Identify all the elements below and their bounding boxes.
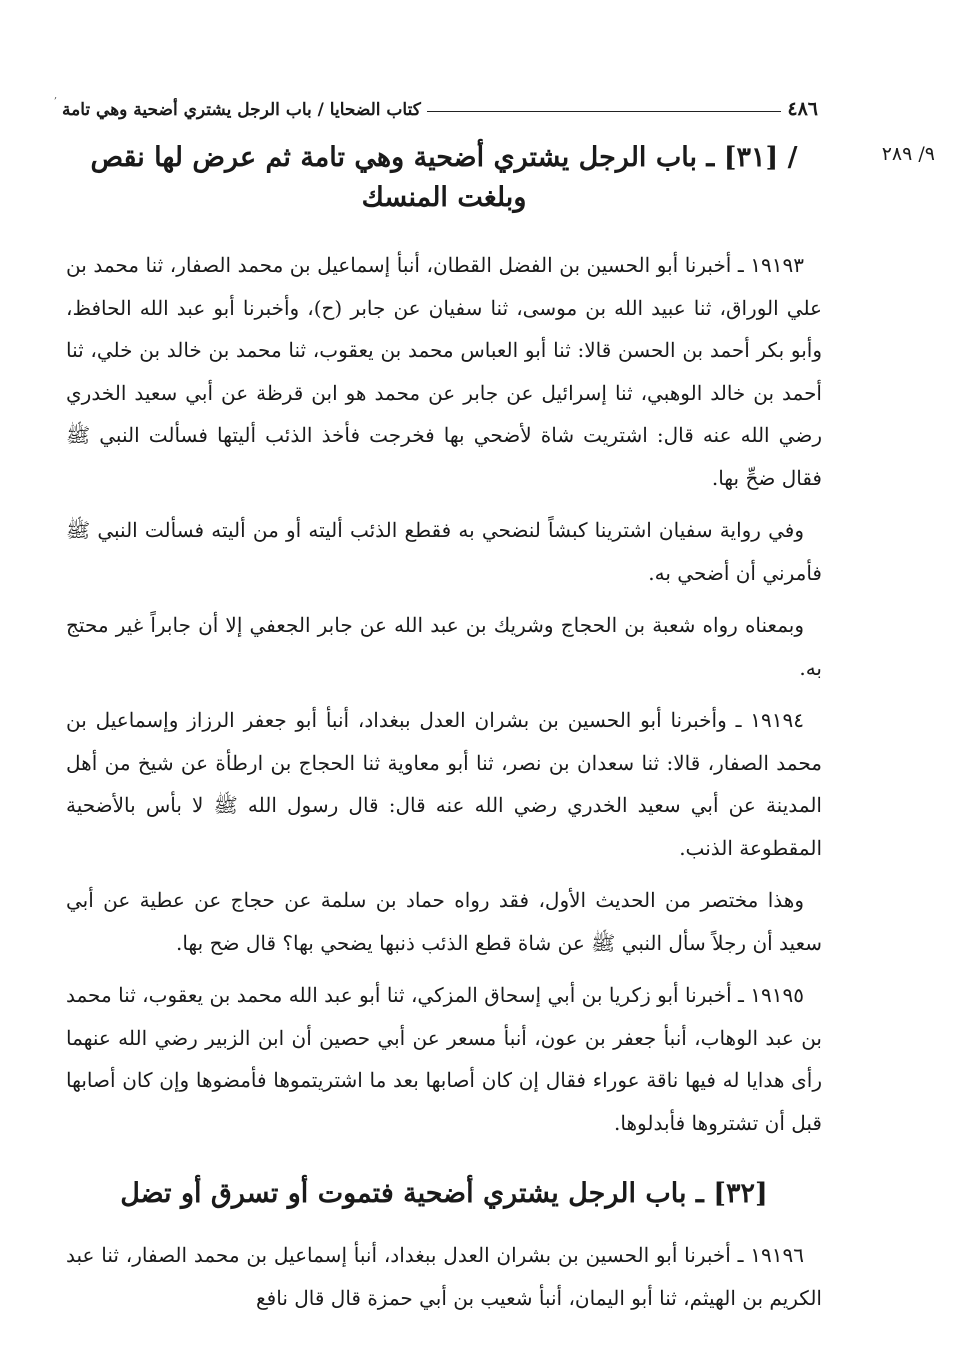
hadith-19196: ١٩١٩٦ ـ أخبرنا أبو الحسين بن بشران العدل ببغداد، أنبأ إسماعيل بن محمد الصفار، ثنا عبد الكريم بن الهيثم، ثنا أبو اليمان، أنبأ شعيب بن أبي حمزة قال قال نافع xyxy=(66,1243,822,1310)
corner-mark: , xyxy=(54,90,58,101)
hadith-19195: ١٩١٩٥ ـ أخبرنا أبو زكريا بن أبي إسحاق المزكي، ثنا أبو عبد الله محمد بن يعقوب، ثنا محمد بن عبد الوهاب، أنبأ جعفر بن عون، أنبأ مسعر عن أبي حصين أن ابن الزبير رضي الله عنهما رأى هدايا له فيها ناقة عوراء فقال إن كان أصابها بعد ما اشتريتموها فأمضوها وإن كان أصابها قبل أن تشتروها فأبدلوها. xyxy=(66,983,822,1135)
page-number: ٤٨٦ xyxy=(787,98,818,120)
chapter-heading-32: [٣٢] ـ باب الرجل يشتري أضحية فتموت أو تسرق أو تضل xyxy=(120,1178,768,1209)
page-body xyxy=(66,138,822,1329)
page-header xyxy=(62,86,818,120)
running-title: كتاب الضحايا / باب الرجل يشتري أضحية وهي تامة xyxy=(62,100,421,120)
commentary-paragraph: وبمعناه رواه شعبة بن الحجاج وشريك بن عبد الله عن جابر الجعفي إلا أن جابراً غير محتج به. xyxy=(66,613,822,680)
commentary-paragraph: وهذا مختصر من الحديث الأول، فقد رواه حماد بن سلمة عن حجاج عن عطية عن أبي سعيد أن رجلاً سأل النبي ﷺ عن شاة قطع الذئب ذنبها يضحي بها؟ قال ضح بها. xyxy=(66,888,822,955)
hadith-19193: ١٩١٩٣ ـ أخبرنا أبو الحسين بن الفضل القطان، أنبأ إسماعيل بن محمد الصفار، ثنا محمد بن علي الوراق، ثنا عبيد الله بن موسى، ثنا سفيان عن جابر (ح)، وأخبرنا أبو عبد الله الحافظ، وأبو بكر أحمد بن الحسن قالا: ثنا أبو العباس محمد بن يعقوب، ثنا محمد بن خالد بن خلي، ثنا أحمد بن خالد الوهبي، ثنا إسرائيل عن جابر عن محمد هو ابن قرظة عن أبي سعيد الخدري رضي الله عنه قال: اشتريت شاة لأضحي بها فخرجت فأخذ الذئب أليتها فسألت النبي ﷺ فقال ضحِّ بها. xyxy=(66,253,822,490)
hadith-19194: ١٩١٩٤ ـ وأخبرنا أبو الحسين بن بشران العدل ببغداد، أنبأ أبو جعفر الرزاز وإسماعيل بن محمد الصفار، قالا: ثنا سعدان بن نصر، ثنا أبو معاوية ثنا الحجاج بن ارطأة عن شيخ من أهل المدينة عن أبي سعيد الخدري رضي الله عنه قال: قال رسول الله ﷺ لا بأس بالأضحية المقطوعة الذنب. xyxy=(66,708,822,860)
commentary-paragraph: وفي رواية سفيان اشترينا كبشاً لنضحي به فقطع الذئب أليته أو من أليته فسألت النبي ﷺ فأمرني أن أضحي به. xyxy=(66,518,822,585)
margin-reference: ٩/ ٢٨٩ xyxy=(881,143,935,165)
chapter-heading-31: / [٣١] ـ باب الرجل يشتري أضحية وهي تامة ثم عرض لها نقص وبلغت المنسك xyxy=(90,142,798,213)
header-rule xyxy=(427,111,782,112)
